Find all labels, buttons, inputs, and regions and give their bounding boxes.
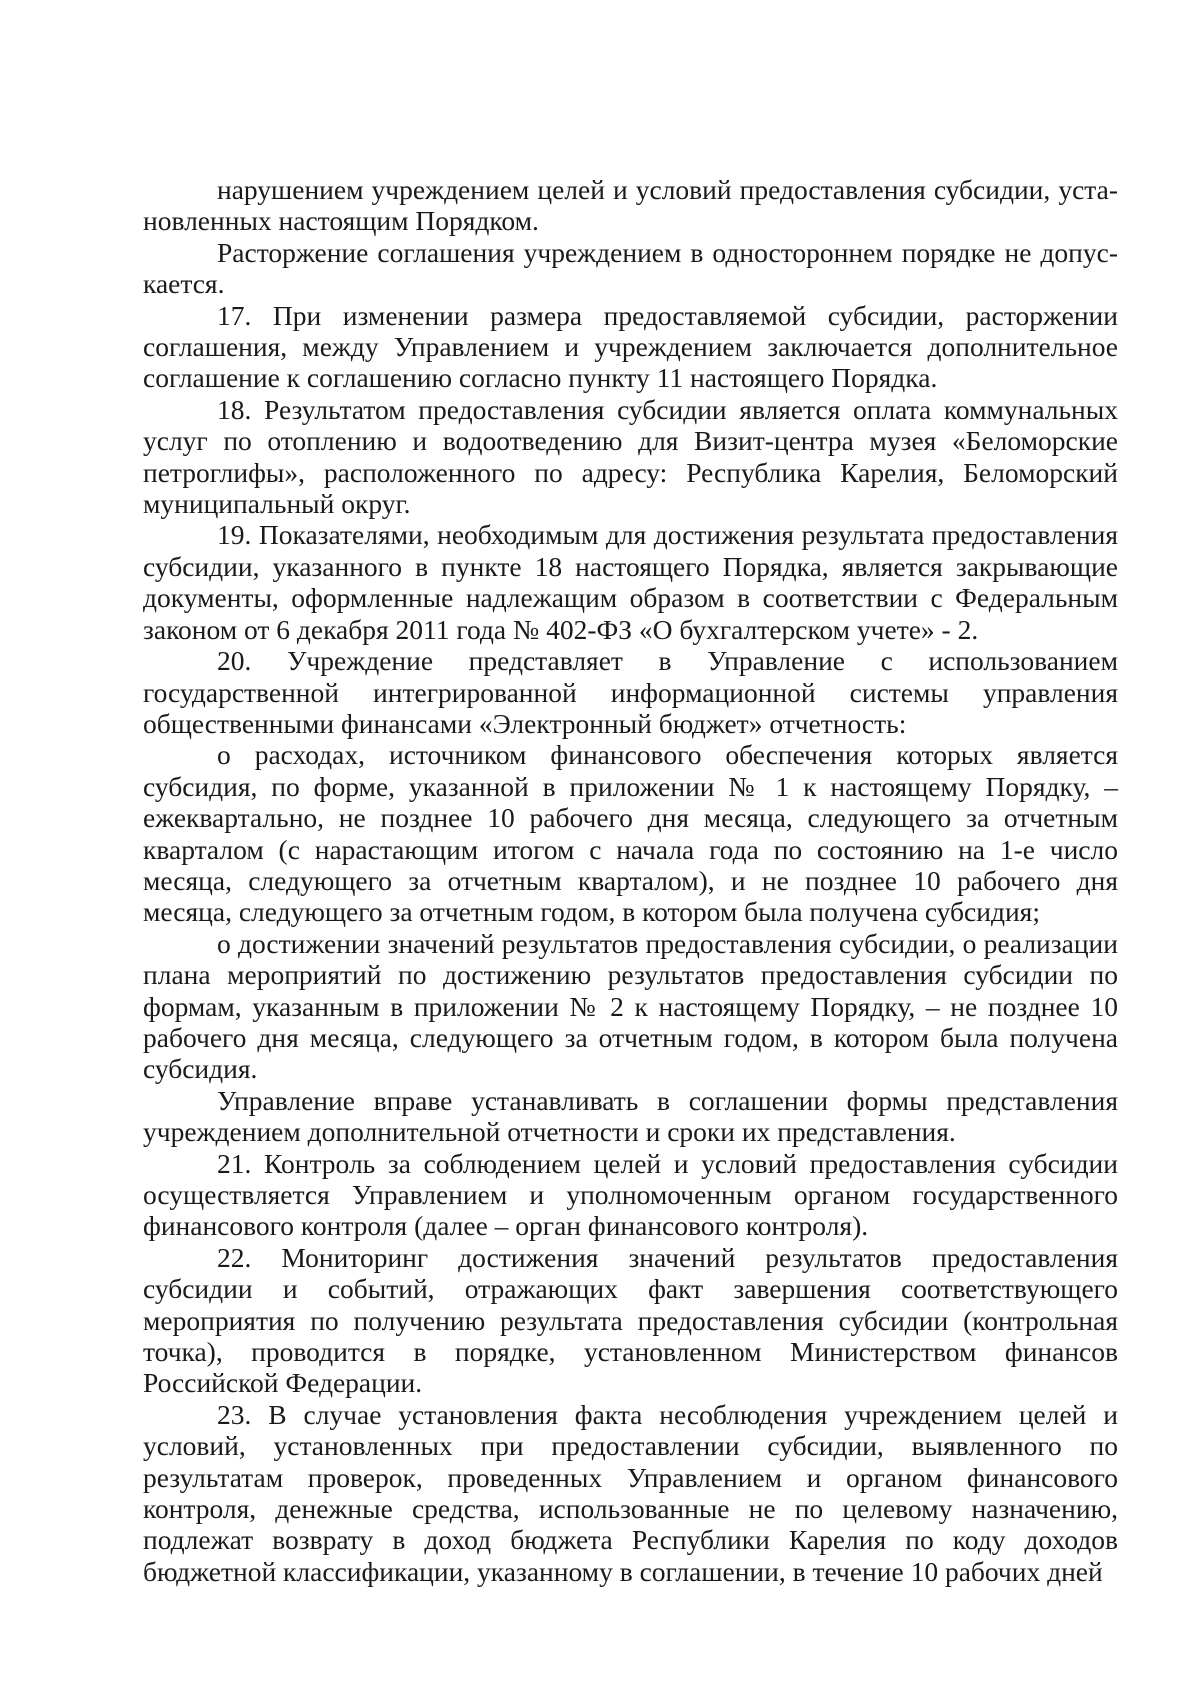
document-body: [143, 174, 1118, 1587]
paragraph-20: 20. Учреждение представляет в Управление с использованием государственной интегрированной информационной системы управления общественными финансами «Электронный бюджет» отчетность:: [143, 645, 1118, 739]
paragraph-19: 19. Показателями, необходимым для достижения результата предоставления субсидии, указанного в пункте 18 настоящего Порядка, является закрывающие документы, оформленные надлежащим образом в соответствии с Федеральным законом от 6 декабря 2011 года № 402-ФЗ «О бухгалтерском учете» - 2.: [143, 519, 1118, 645]
paragraph-21: 21. Контроль за соблюдением целей и условий предоставления субсидии осуществляется Управлением и уполномоченным органом государственного финансового контроля (далее – орган финансового контроля).: [143, 1147, 1118, 1242]
paragraph-23: 23. В случае установления факта несоблюдения учреждением целей и условий, установленных при предоставлении субсидии, выявленного по результатам проверок, проведенных Управлением и органом финансового контроля, денежные средства, использованные не по целевому назначению, подлежат возврату в доход бюджета Республики Карелия по коду доходов бюджетной классификации, указанному в соглашении, в течение 10 рабочих дней: [143, 1398, 1118, 1587]
paragraph-20-results: о достижении значений результатов предоставления субсидии, о реализации плана мероприятий по достижению результатов предоставления субсидии по формам, указанным в приложении № 2 к настоящему Порядку, – не позднее 10 рабочего дня месяца, следующего за отчетным годом, в котором была получена субсидия.: [143, 927, 1118, 1085]
paragraph-16-continuation: нарушением учреждением целей и условий предоставления субсидии, уста-новленных настоящим Порядком.: [143, 174, 1118, 237]
paragraph-22: 22. Мониторинг достижения значений результатов предоставления субсидии и событий, отражающих факт завершения соответствующего мероприятия по получению результата предоставления субсидии (контрольная точка), проводится в порядке, установленном Министерством финансов Российской Федерации.: [143, 1241, 1118, 1399]
paragraph-additional-reporting: Управление вправе устанавливать в соглашении формы представления учреждением дополнительной отчетности и сроки их представления.: [143, 1084, 1118, 1148]
paragraph-17: 17. При изменении размера предоставляемой субсидии, расторжении соглашения, между Управлением и учреждением заключается дополнительное соглашение к соглашению согласно пункту 11 настоящего Порядка.: [143, 299, 1118, 394]
paragraph-18: 18. Результатом предоставления субсидии является оплата коммунальных услуг по отоплению и водоотведению для Визит-центра музея «Беломорские петроглифы», расположенного по адресу: Республика Карелия, Беломорский муниципальный округ.: [143, 393, 1118, 520]
paragraph-20-expenses: о расходах, источником финансового обеспечения которых является субсидия, по форме, указанной в приложении № 1 к настоящему Порядку, – ежеквартально, не позднее 10 рабочего дня месяца, следующего за отчетным кварталом (с нарастающим итогом с начала года по состоянию на 1-е число месяца, следующего за отчетным кварталом), и не позднее 10 рабочего дня месяца, следующего за отчетным годом, в котором была получена субсидия;: [143, 739, 1118, 928]
paragraph-termination: Расторжение соглашения учреждением в одностороннем порядке не допус-кается.: [143, 236, 1118, 300]
